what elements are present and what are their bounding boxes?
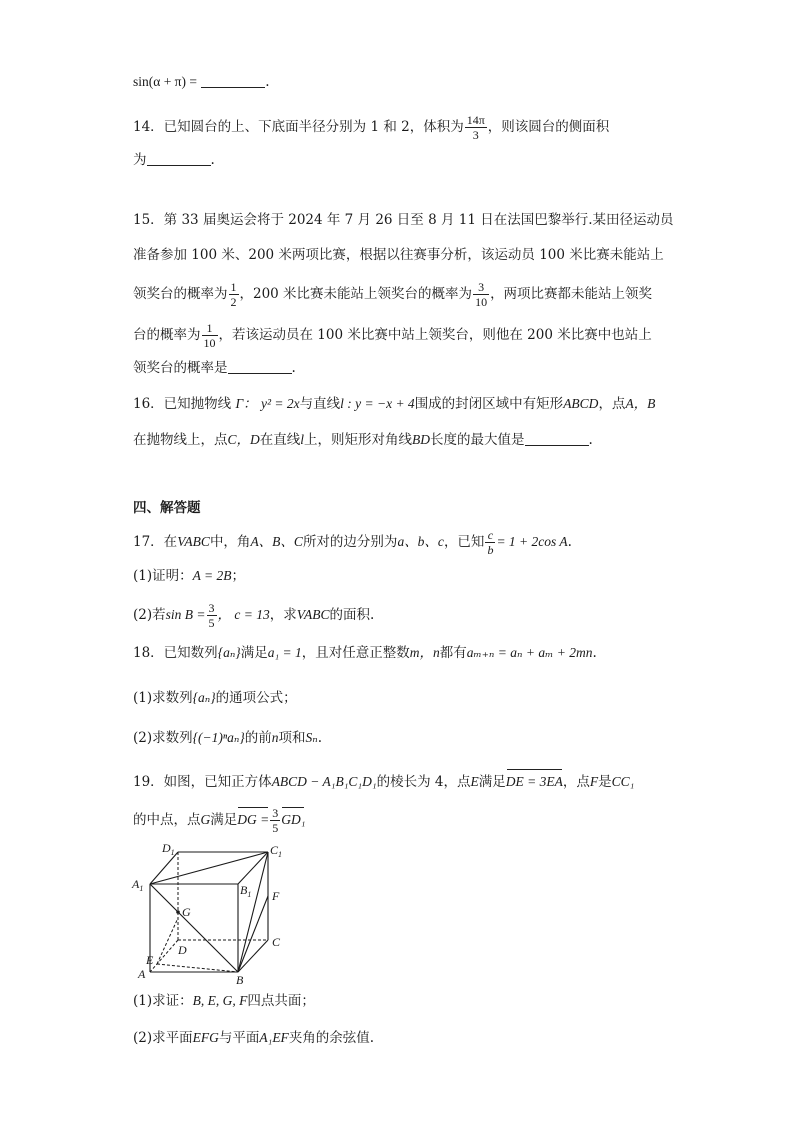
fraction: $\frac{3}{5}$ xyxy=(208,601,215,630)
answer-blank[interactable] xyxy=(147,151,211,166)
q15-line3: 领奖台的概率为 $\frac{1}{2}$ ，200 米比赛未能站上领奖台的概率为 $\frac{3}{10}$ ，两项比赛都未能站上领奖 xyxy=(133,280,653,309)
label-c1: $C_1$ xyxy=(270,843,283,859)
answer-blank[interactable] xyxy=(228,359,292,374)
edge xyxy=(150,852,268,884)
label-d: D xyxy=(178,943,187,957)
q14-line2: 为 . xyxy=(133,152,215,168)
q18-part2: (2)求数列{(−1)ⁿaₙ}的前n项和Sₙ. xyxy=(133,730,323,746)
q19-part1: (1)求证：B, E, G, F四点共面； xyxy=(133,993,315,1009)
hidden-edge xyxy=(150,940,178,972)
q19-line1: 19．如图，已知正方体ABCD − A₁B₁C₁D₁的棱长为 4，点E满足DE = 3EA，点F是CC₁ xyxy=(133,774,635,790)
q17-part2: (2)若sin B = $\frac{3}{5}$ ， c = 13，求VABC的面积. xyxy=(133,601,375,630)
q18-part1: (1)求数列{aₙ}的通项公式； xyxy=(133,690,297,706)
fraction: $\frac{1}{2}$ xyxy=(230,280,237,309)
q15-line1: 15．第 33 届奥运会将于 2024 年 7 月 26 日至 8 月 11 日在法国巴黎举行.某田径运动员 xyxy=(133,212,674,228)
q16-line2: 在抛物线上，点C，D在直线l上，则矩形对角线BD长度的最大值是 . xyxy=(133,432,593,448)
point-g xyxy=(176,910,180,914)
label-e: E xyxy=(146,953,154,967)
q14-line1: 14．已知圆台的上、下底面半径分别为 1 和 2，体积为 $\frac{14\pi}{3}$ ，则该圆台的侧面积 xyxy=(133,113,610,142)
answer-blank[interactable] xyxy=(201,73,265,88)
fraction: $\frac{3}{5}$ xyxy=(272,806,279,835)
q19-part2: (2)求平面EFG与平面A₁EF夹角的余弦值. xyxy=(133,1030,375,1046)
q17-part1: (1)证明：A = 2B； xyxy=(133,568,245,584)
cube-figure xyxy=(128,838,298,988)
q15-line2: 准备参加 100 米、200 米两项比赛，根据以往赛事分析，该运动员 100 米比赛未能站上 xyxy=(133,247,664,263)
hidden-edge xyxy=(157,964,238,972)
q13-expr: sin(α + π) = xyxy=(133,74,197,89)
q13-tail: sin(α + π) = . xyxy=(133,74,270,90)
label-f: F xyxy=(272,889,280,903)
fraction: $\frac{14\pi}{3}$ xyxy=(466,113,485,142)
label-c: C xyxy=(272,935,281,949)
label-a: A xyxy=(138,967,146,981)
edge xyxy=(238,896,268,972)
label-b1: $B_1$ xyxy=(240,883,252,899)
label-a1: $A_1$ xyxy=(132,877,144,893)
q18-line1: 18．已知数列{aₙ}满足a₁ = 1，且对任意正整数m，n都有aₘ₊ₙ = aₙ + aₘ + 2mn. xyxy=(133,645,597,661)
label-g: G xyxy=(182,905,191,919)
q17-line1: 17．在VABC中，角A、B、C所对的边分别为a、b、c，已知 $\frac{c}{b}$ = 1 + 2cos A. xyxy=(133,528,572,557)
edge xyxy=(150,884,238,972)
edge xyxy=(238,852,268,972)
q19-line2: 的中点，点G满足DG = $\frac{3}{5}$ GD₁ xyxy=(133,806,306,835)
fraction: $\frac{1}{10}$ xyxy=(203,321,216,350)
q15-line4: 台的概率为 $\frac{1}{10}$ ，若该运动员在 100 米比赛中站上领奖台，则他在 200 米比赛中也站上 xyxy=(133,321,652,350)
fraction: $\frac{3}{10}$ xyxy=(475,280,488,309)
fraction: $\frac{c}{b}$ xyxy=(487,528,494,557)
q15-line5: 领奖台的概率是 . xyxy=(133,360,296,376)
section-title: 四、解答题 xyxy=(133,500,201,516)
answer-blank[interactable] xyxy=(525,431,589,446)
label-d1: $D_1$ xyxy=(162,841,175,857)
label-b: B xyxy=(236,973,244,987)
q16-line1: 16．已知抛物线 Γ： y² = 2x与直线l : y = −x + 4围成的封闭区域中有矩形ABCD，点A，B xyxy=(133,396,656,412)
hidden-edge xyxy=(157,918,178,964)
